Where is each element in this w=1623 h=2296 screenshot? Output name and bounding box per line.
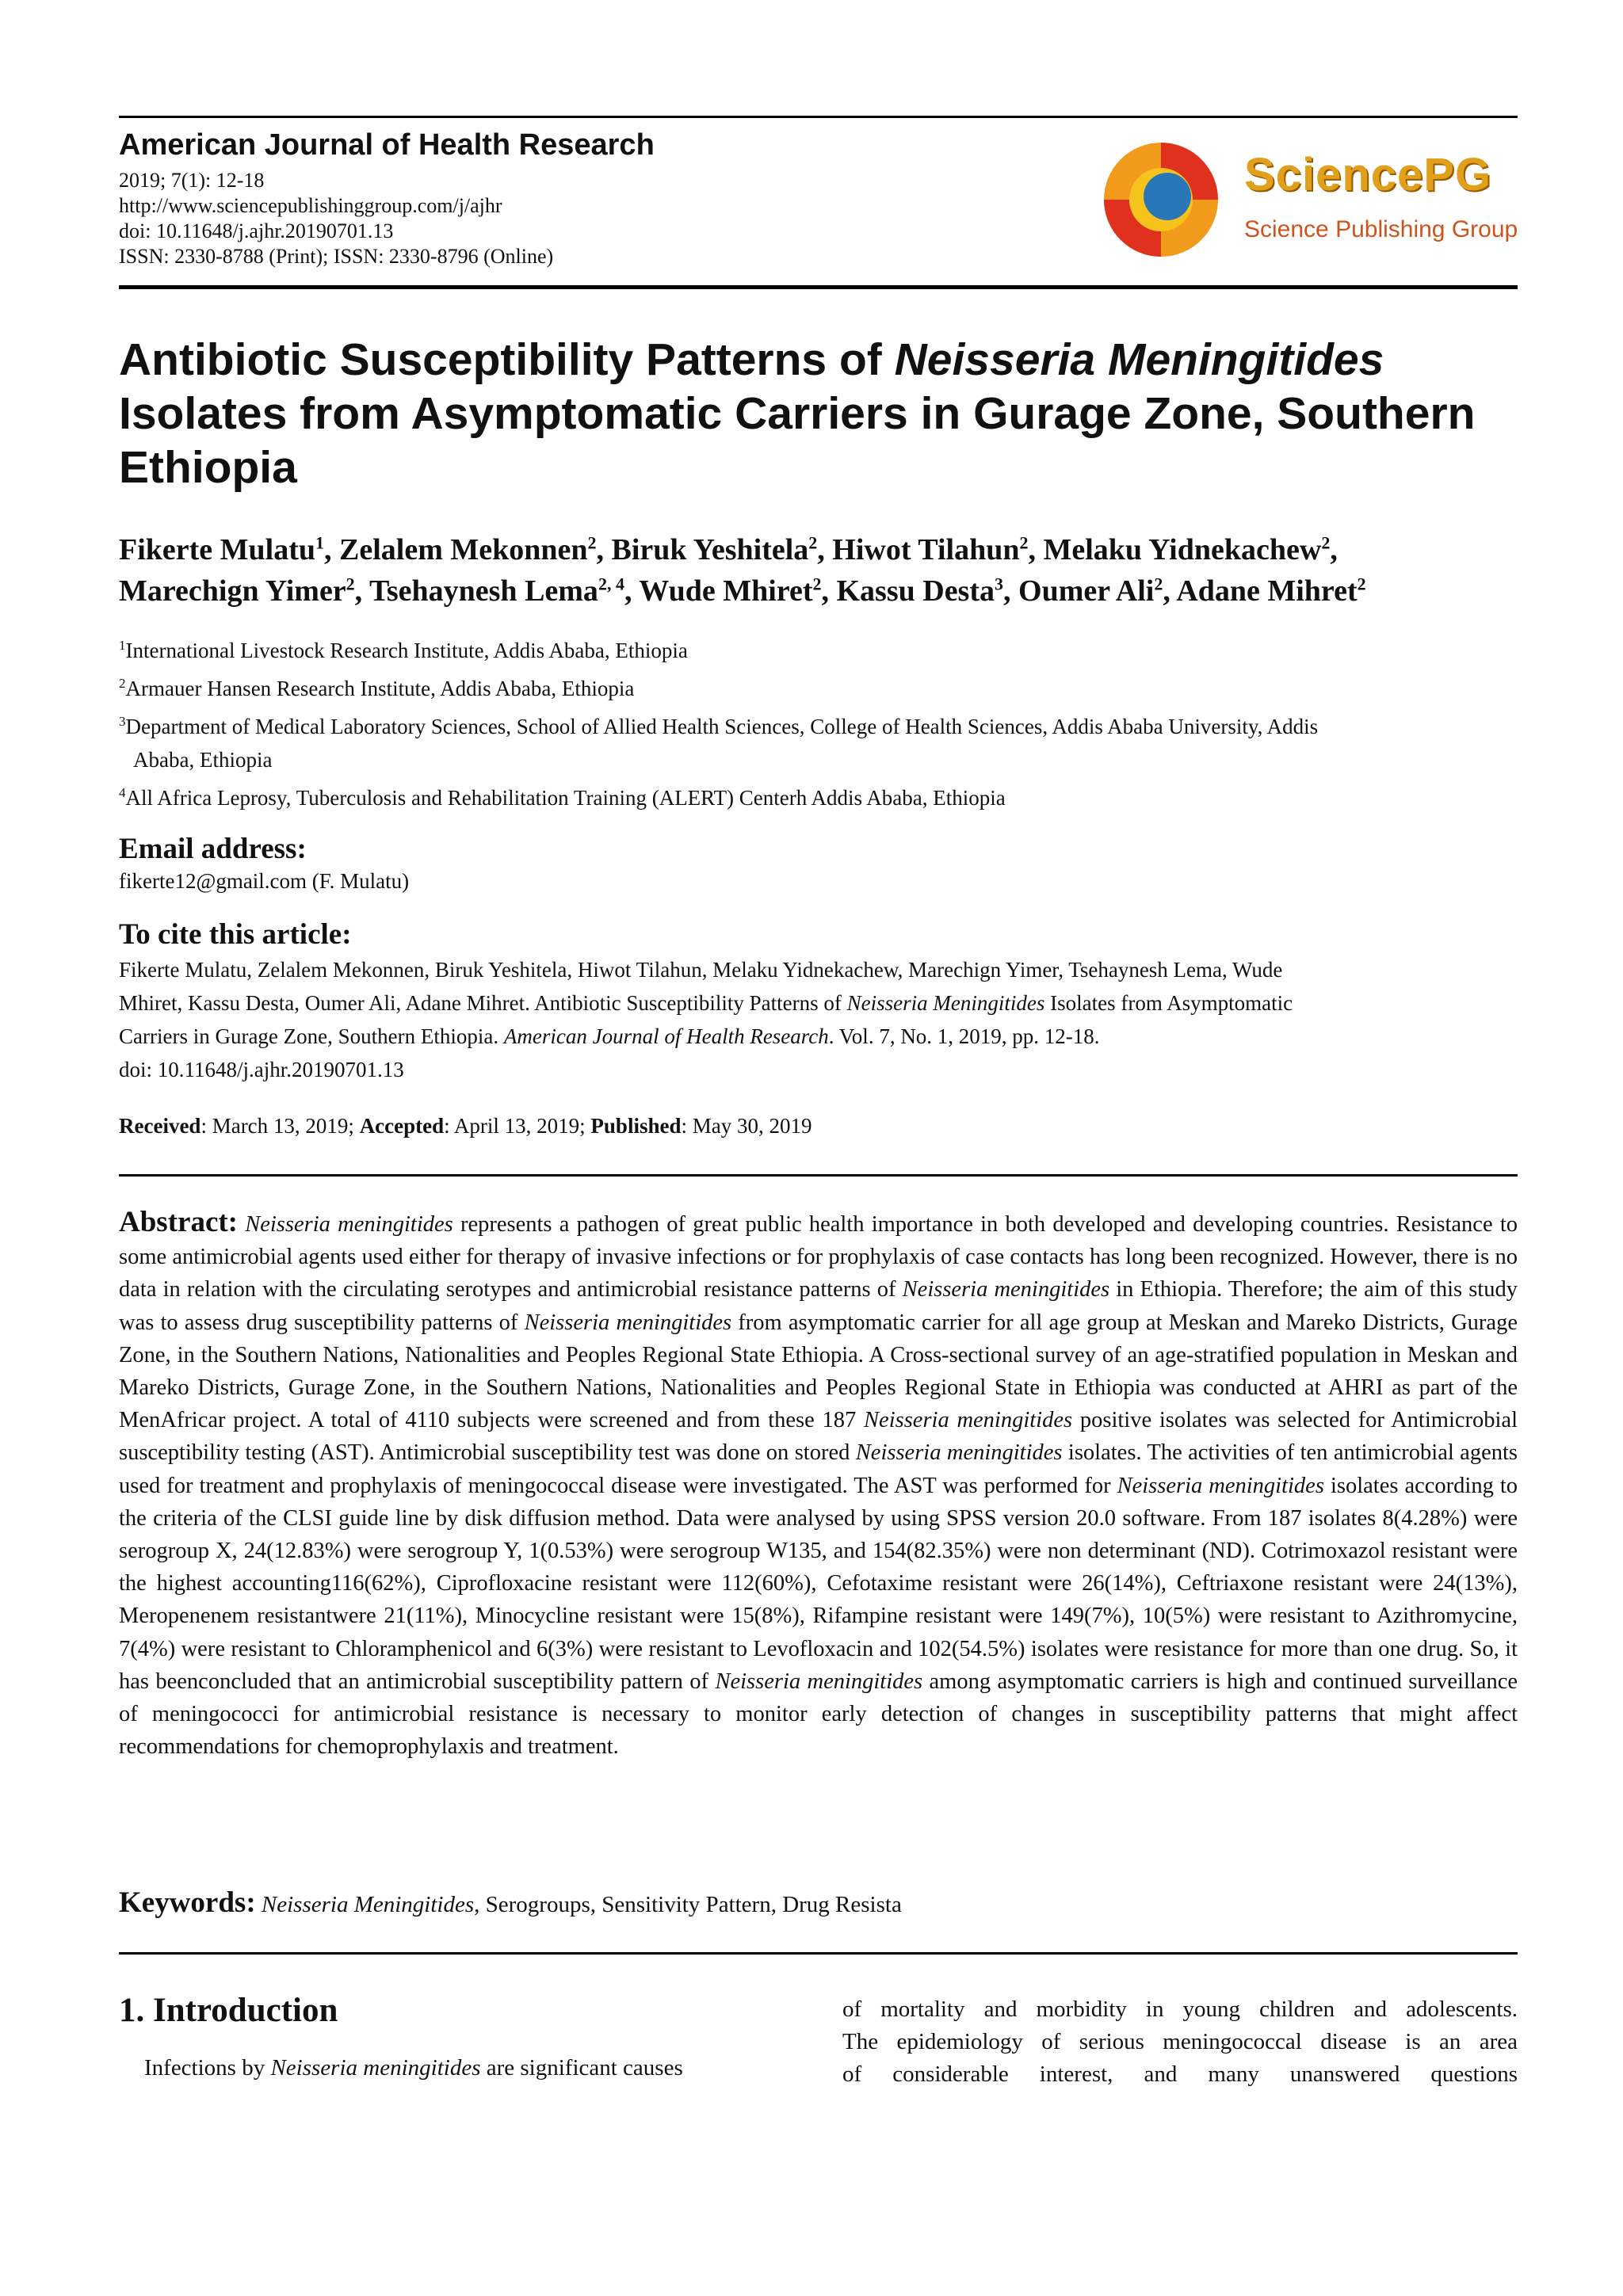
author-name: Fikerte Mulatu [119,533,316,566]
author-affiliation-sup: 2 [1321,532,1331,553]
article-title: Antibiotic Susceptibility Patterns of Neisseria Meningitides Isolates from Asymptomatic Carriers in Gurage Zone, Southern Ethiopia [119,334,1476,493]
email-line: fikerte12@gmail.com (F. Mulatu) [119,869,410,893]
author-name: Marechign Yimer [119,574,346,608]
keywords-bottom-rule [119,1952,1518,1955]
author-name: Kassu Desta [836,574,995,608]
author-name: Melaku Yidnekachew [1043,533,1322,566]
journal-meta [119,168,553,269]
affiliation-1: $^1$International Livestock Research Institute, Addis Ababa, Ethiopia [119,638,688,662]
intro-left-column: Infections by Neisseria meningitides are significant causes [144,2055,683,2081]
affiliation-3: $^3$Department of Medical Laboratory Sciences, School of Allied Health Sciences, College of Health Sciences, Addis Ababa University, Addis Ababa, Ethiopia [119,714,1319,772]
header-doi: doi: 10.11648/j.ajhr.20190701.13 [119,219,394,242]
author-affiliation-sup: 2 [346,574,355,594]
journal-name: American Journal of Health Research [119,128,655,162]
author-affiliation-sup: 2 [812,574,822,594]
author-list: Fikerte Mulatu$^1$, Zelalem Mekonnen$^2$, Biruk Yeshitela$^2$, Hiwot Tilahun$^2$, Melaku Yidnekachew$^2$, Marechign Yimer$^2$, Tsehaynesh Lema$^{2, 4}$, Wude Mhiret$^2$, Kassu Desta$^3$, Oumer Ali$^2$, Adane Mihret$^2$ [119,532,1366,608]
volume-pages: 2019; 7(1): 12-18 [119,169,265,192]
author-affiliation-sup: 2 [1019,532,1029,553]
top-rule [119,116,1518,118]
email-heading: Email address: [119,833,307,865]
author-affiliation-sup: 2 [1357,574,1366,594]
issn: ISSN: 2330-8788 (Print); ISSN: 2330-8796 (Online) [119,245,554,268]
email-link[interactable]: fikerte12@gmail.com [119,869,307,893]
introduction-heading: 1. Introduction [119,1992,338,2029]
journal-url[interactable]: http://www.sciencepublishinggroup.com/j/ajhr [119,194,502,217]
author-name: Adane Mihret [1176,574,1358,608]
abstract-paragraph: Abstract: Neisseria meningitides represents a pathogen of great public health importance in both developed and developing countries. Resistance to some antimicrobial agents used either for therapy of invasive infections or for prophylaxis of case contacts has long been recognized. However, there is no data in relation with the circulating serotypes and antimicrobial resistance patterns of Neisseria meningitides in Ethiopia. Therefore; the aim of this study was to assess drug susceptibility patterns of Neisseria meningitides from asymptomatic carrier for all age group at Meskan and Mareko Districts, Gurage Zone, in the Southern Nations, Nationalities and Peoples Regional State Ethiopia. A Cross-sectional survey of an age-stratified population in Meskan and Mareko Districts, Gurage Zone, in the Southern Nations, Nationalities and Peoples Regional State in Ethiopia was conducted at AHRI as part of the MenAfricar project. A total of 4110 subjects were screened and from these 187 Neisseria meningitides positive isolates was selected for Antimicrobial susceptibility testing (AST). Antimicrobial susceptibility test was done on stored Neisseria meningitides isolates. The activities of ten antimicrobial agents used for treatment and prophylaxis of meningococcal disease were investigated. The AST was performed for Neisseria meningitides isolates according to the criteria of the CLSI guide line by disk diffusion method. Data were analysed by using SPSS version 20.0 software. From 187 isolates 8(4.28%) were serogroup X, 24(12.83%) were serogroup Y, 1(0.53%) were serogroup W135, and 154(82.35%) were non determinant (ND). Cotrimoxazol resistant were the highest accounting116(62%), Ciprofloxacine resistant were 112(60%), Cefotaxime resistant were 26(14%), Ceftriaxone resistant were 24(13%), Meropenenem resistantwere 21(11%), Minocycline resistant were 15(8%), Rifampine resistant were 149(7%), 10(5%) were resistant to Azithromycine, 7(4%) were resistant to Chloramphenicol and 6(3%) were resistant to Levofloxacin and 102(54.5%) isolates were resistance for more than one drug. So, it has beenconcluded that an antimicrobial susceptibility pattern of Neisseria meningitides among asymptomatic carriers is high and continued surveillance of meningococci for antimicrobial resistance is necessary to monitor early detection of changes in susceptibility patterns that might affect recommendations for chemoprophylaxis and treatment. [119,1206,1518,1760]
keywords-label: Keywords: [119,1886,256,1919]
logo-name: SciencePG [1244,149,1492,200]
logo-subtitle: Science Publishing Group [1244,216,1518,242]
author-affiliation-sup: 1 [315,532,325,553]
abstract-top-rule [119,1174,1518,1177]
sciencepg-logo-icon [1098,136,1232,263]
affiliation-4: $^4$All Africa Leprosy, Tuberculosis and Rehabilitation Training (ALERT) Centerh Addis Ababa, Ethiopia [119,785,1006,810]
intro-right-column: of mortality and morbidity in young children and adolescents. The epidemiology of serious meningococcal disease is an area of considerable interest, and many unanswered questions [842,1997,1518,2087]
author-affiliation-sup: 3 [995,574,1004,594]
author-affiliation-sup: 2 [587,532,597,553]
author-name: Wude Mhiret [639,574,813,608]
author-name: Biruk Yeshitela [611,533,809,566]
author-name: Tsehaynesh Lema [369,574,598,608]
author-name: Zelalem Mekonnen [339,533,588,566]
header-rule [119,285,1518,289]
affiliation-2: $^2$Armauer Hansen Research Institute, Addis Ababa, Ethiopia [119,676,635,700]
cite-heading: To cite this article: [119,918,352,951]
abstract-label: Abstract: [119,1206,239,1238]
publication-dates: Received: March 13, 2019; Accepted: April 13, 2019; Published: May 30, 2019 [119,1114,812,1138]
keywords-line: Keywords: Neisseria Meningitides, Serogroups, Sensitivity Pattern, Drug Resista [119,1886,902,1919]
author-name: Hiwot Tilahun [832,533,1020,566]
author-name: Oumer Ali [1018,574,1155,608]
author-affiliation-sup: 2, 4 [598,574,624,594]
author-affiliation-sup: 2 [808,532,818,553]
author-affiliation-sup: 2 [1154,574,1163,594]
citation-text: Fikerte Mulatu, Zelalem Mekonnen, Biruk Yeshitela, Hiwot Tilahun, Melaku Yidnekachew, Marechign Yimer, Tsehaynesh Lema, Wude Mhiret, Kassu Desta, Oumer Ali, Adane Mihret. Antibiotic Susceptibility Patterns of Neisseria Meningitides Isolates from Asymptomatic Carriers in Gurage Zone, Southern Ethiopia. American Journal of Health Research. Vol. 7, No. 1, 2019, pp. 12-18. doi: 10.11648/j.ajhr.20190701.13 [119,958,1293,1081]
